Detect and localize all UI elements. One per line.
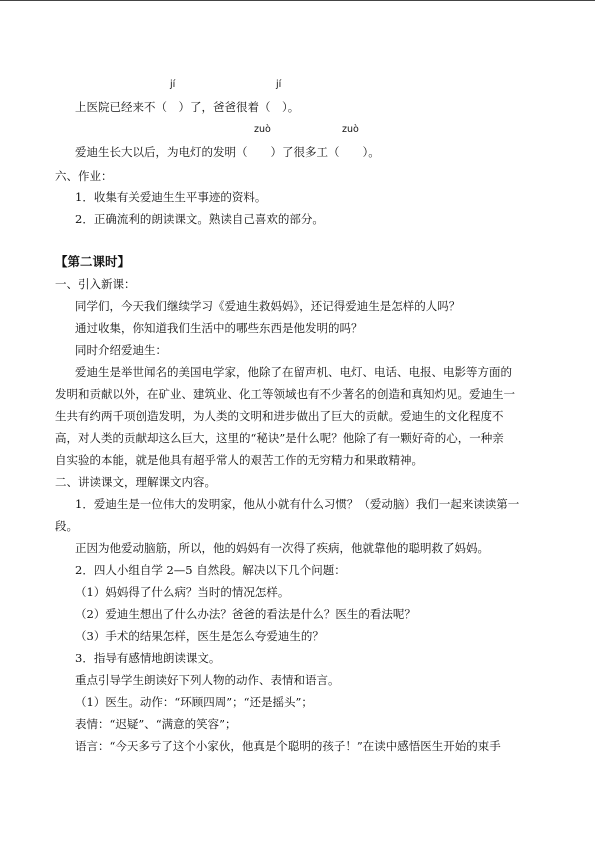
paragraph-line: 通过收集，你知道我们生活中的哪些东西是他发明的吗？ (75, 321, 363, 335)
paragraph-line: （1）医生。动作：“环顾四周”；“还是摇头”； (75, 695, 313, 709)
paragraph-line: 段。 (55, 519, 78, 533)
paragraph-line: 自实验的本能，就是他具有超乎常人的艰苦工作的无穷精力和果敢精神。 (55, 453, 423, 467)
pinyin-annotation: jí (276, 79, 282, 90)
lesson-title: 【第二课时】 (55, 254, 131, 269)
question-line: （3）手术的结果怎样，医生是怎么夸爱迪生的？ (75, 629, 324, 643)
pinyin-annotation: zuò (254, 124, 271, 135)
section-heading: 二、讲读课文，理解课文内容。 (55, 475, 216, 489)
paragraph-line: 表情：“迟疑”、“满意的笑容”； (75, 717, 237, 731)
fill-blank-line: 爱迪生长大以后，为电灯的发明（ ）了很多工（ ）。 (75, 145, 380, 159)
section-heading: 一、引入新课： (55, 277, 136, 291)
question-line: （1）妈妈得了什么病？当时的情况怎样。 (75, 585, 290, 599)
paragraph-line: 语言：“今天多亏了这个小家伙，他真是个聪明的孩子！”在读中感悟医生开始的束手 (75, 739, 501, 753)
paragraph-line: 高，对人类的贡献却这么巨大，这里的“秘诀”是什么呢？他除了有一颗好奇的心，一种亲 (55, 431, 504, 445)
homework-item: 2．正确流利的朗读课文。熟读自己喜欢的部分。 (75, 212, 324, 226)
paragraph-line: 重点引导学生朗读好下列人物的动作、表情和语言。 (75, 673, 340, 687)
page-top-border (0, 0, 595, 1)
paragraph-line: 2．四人小组自学 2—5 自然段。解决以下几个问题： (75, 563, 346, 577)
paragraph-line: 爱迪生是举世闻名的美国电学家，他除了在留声机、电灯、电话、电报、电影等方面的 (75, 365, 512, 379)
homework-item: 1．收集有关爱迪生生平事迹的资料。 (75, 190, 267, 204)
homework-heading: 六、作业： (55, 169, 113, 183)
paragraph-line: 同时介绍爱迪生： (75, 343, 167, 357)
paragraph-line: 生共有约两千项创造发明，为人类的文明和进步做出了巨大的贡献。爱迪生的文化程度不 (55, 409, 504, 423)
question-line: （2）爱迪生想出了什么办法？爸爸的看法是什么？医生的看法呢？ (75, 607, 416, 621)
pinyin-annotation: zuò (342, 124, 359, 135)
pinyin-annotation: jí (170, 79, 176, 90)
fill-blank-line: 上医院已经来不（ ）了，爸爸很着（ ）。 (75, 100, 300, 114)
paragraph-line: 3．指导有感情地朗读课文。 (75, 651, 221, 665)
paragraph-line: 同学们，今天我们继续学习《爱迪生救妈妈》，还记得爱迪生是怎样的人吗？ (75, 299, 461, 313)
paragraph-line: 正因为他爱动脑筋，所以，他的妈妈有一次得了疾病，他就靠他的聪明救了妈妈。 (75, 541, 489, 555)
paragraph-line: 发明和贡献以外，在矿业、建筑业、化工等领域也有不少著名的创造和真知灼见。爱迪生一 (55, 387, 515, 401)
paragraph-line: 1．爱迪生是一位伟大的发明家，他从小就有什么习惯？（爱动脑）我们一起来读读第一 (75, 497, 520, 511)
